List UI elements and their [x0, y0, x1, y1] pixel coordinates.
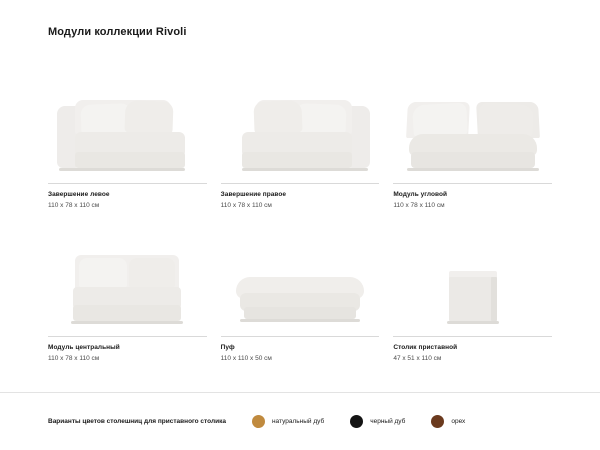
module-figure	[48, 225, 207, 325]
module-name: Пуф	[220, 343, 235, 351]
module-caption	[393, 336, 552, 364]
left-end-sofa-module-icon	[51, 88, 203, 172]
module-card[interactable]	[48, 72, 207, 211]
module-name: Столик приставной	[393, 343, 458, 351]
module-name: Завершение правое	[220, 191, 287, 198]
color-options-label: Варианты цветов столешниц для приставного столика	[48, 418, 226, 425]
module-caption	[48, 183, 207, 211]
module-name: Модуль центральный	[48, 343, 120, 351]
module-dimensions: 110 x 78 x 110 см	[393, 202, 445, 210]
color-swatch[interactable]	[252, 415, 324, 428]
center-sofa-module-icon	[51, 241, 203, 325]
color-dot-icon	[431, 415, 444, 428]
module-caption	[393, 183, 552, 211]
module-figure	[393, 225, 552, 325]
module-name: Завершение левое	[48, 191, 110, 198]
module-figure	[221, 72, 380, 172]
module-figure	[48, 72, 207, 172]
color-name: орех	[451, 418, 466, 425]
module-dimensions: 47 x 51 x 110 см	[393, 355, 442, 363]
corner-sofa-module-icon	[397, 88, 549, 172]
module-card[interactable]	[221, 72, 380, 211]
color-dot-icon	[252, 415, 265, 428]
module-caption	[221, 336, 380, 364]
color-name: натуральный дуб	[271, 418, 325, 425]
module-dimensions: 110 x 78 x 110 см	[48, 202, 100, 210]
color-swatch[interactable]	[350, 415, 405, 428]
color-dot-icon	[350, 415, 363, 428]
modules-grid	[26, 72, 574, 364]
color-name: черный дуб	[370, 418, 406, 425]
pouf-module-icon	[224, 241, 376, 325]
module-figure	[393, 72, 552, 172]
module-caption	[48, 336, 207, 364]
module-dimensions: 110 x 78 x 110 см	[220, 202, 272, 210]
page-title: Модули коллекции Rivoli	[48, 26, 187, 38]
module-card[interactable]	[393, 72, 552, 211]
color-options-footer	[0, 392, 600, 450]
module-figure	[221, 225, 380, 325]
right-end-sofa-module-icon	[224, 88, 376, 172]
module-dimensions: 110 x 78 x 110 см	[48, 355, 100, 363]
module-card[interactable]	[221, 225, 380, 364]
module-dimensions: 110 x 110 x 50 см	[220, 355, 272, 363]
module-caption	[221, 183, 380, 211]
side-table-module-icon	[397, 241, 549, 325]
color-swatch-list	[252, 415, 465, 428]
color-swatch[interactable]	[431, 415, 465, 428]
module-card[interactable]	[48, 225, 207, 364]
module-name: Модуль угловой	[393, 191, 448, 198]
module-card[interactable]	[393, 225, 552, 364]
